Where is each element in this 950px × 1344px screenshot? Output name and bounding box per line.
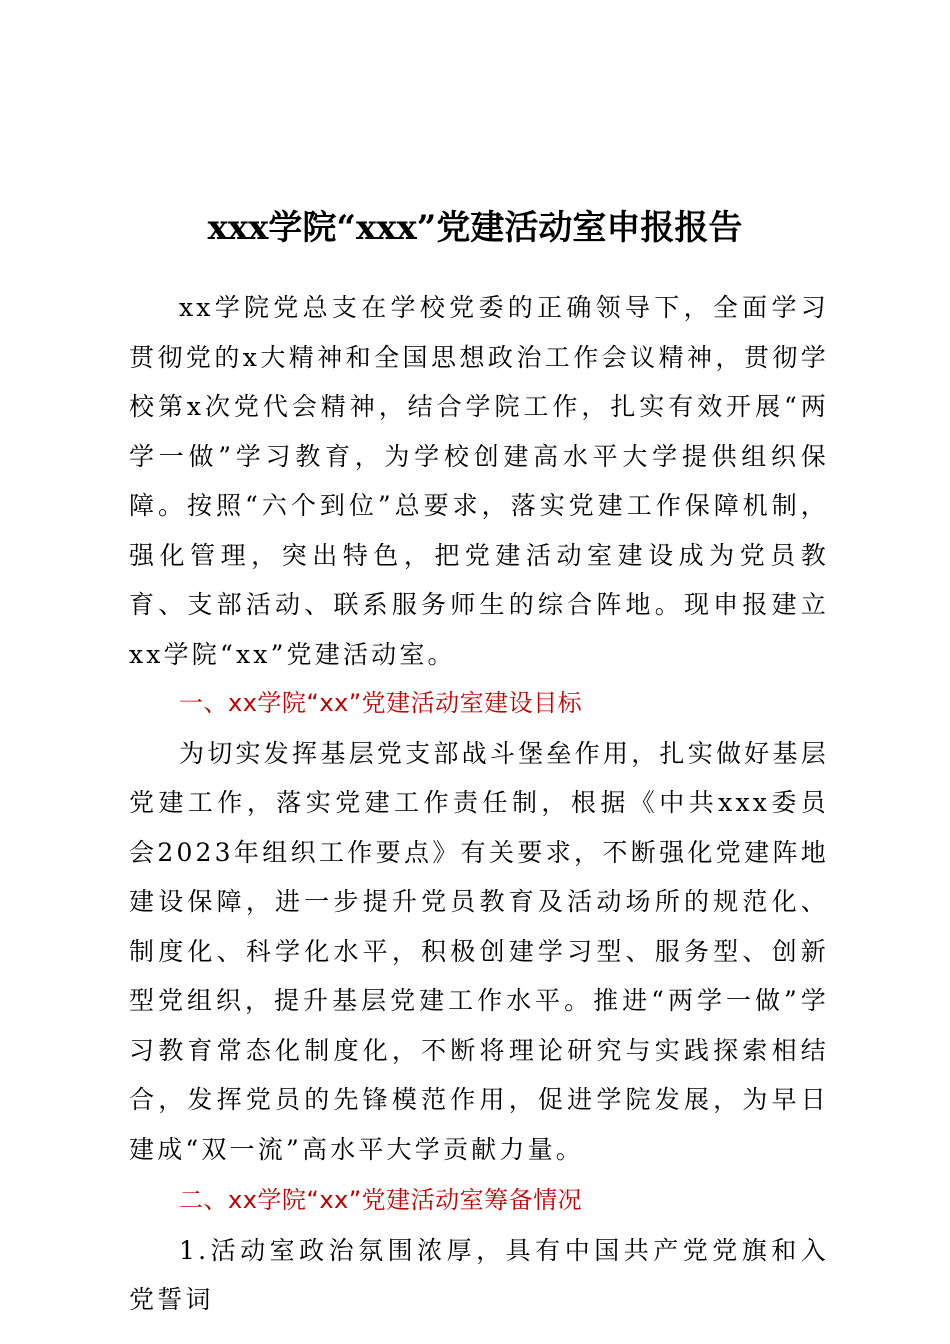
intro-paragraph: xx学院党总支在学校党委的正确领导下，全面学习贯彻党的x大精神和全国思想政治工作会议精神，贯彻学校第x次党代会精神，结合学院工作，扎实有效开展“两学一做”学习教育，为学校创建高水平大学提供组织保障。按照“六个到位”总要求，落实党建工作保障机制，强化管理，突出特色，把党建活动室建设成为党员教育、支部活动、联系服务师生的综合阵地。现申报建立xx学院“xx”党建活动室。 [129,293,829,669]
section-2-item-1: 1.活动室政治氛围浓厚，具有中国共产党党旗和入党誓词 [129,1235,829,1314]
document-body [129,283,829,1325]
document-title: xxx学院“xxx”党建活动室申报报告 [207,208,743,248]
section-1-heading: 一、xx学院“xx”党建活动室建设目标 [179,689,583,717]
section-2-heading: 二、xx学院“xx”党建活动室筹备情况 [179,1186,583,1214]
section-1-paragraph: 为切实发挥基层党支部战斗堡垒作用，扎实做好基层党建工作，落实党建工作责任制，根据《中共xxx委员会2023年组织工作要点》有关要求，不断强化党建阵地建设保障，进一步提升党员教育及活动场所的规范化、制度化、科学化水平，积极创建学习型、服务型、创新型党组织，提升基层党建工作水平。推进“两学一做”学习教育常态化制度化，不断将理论研究与实践探索相结合，发挥党员的先锋模范作用，促进学院发展，为早日建成“双一流”高水平大学贡献力量。 [129,738,829,1164]
